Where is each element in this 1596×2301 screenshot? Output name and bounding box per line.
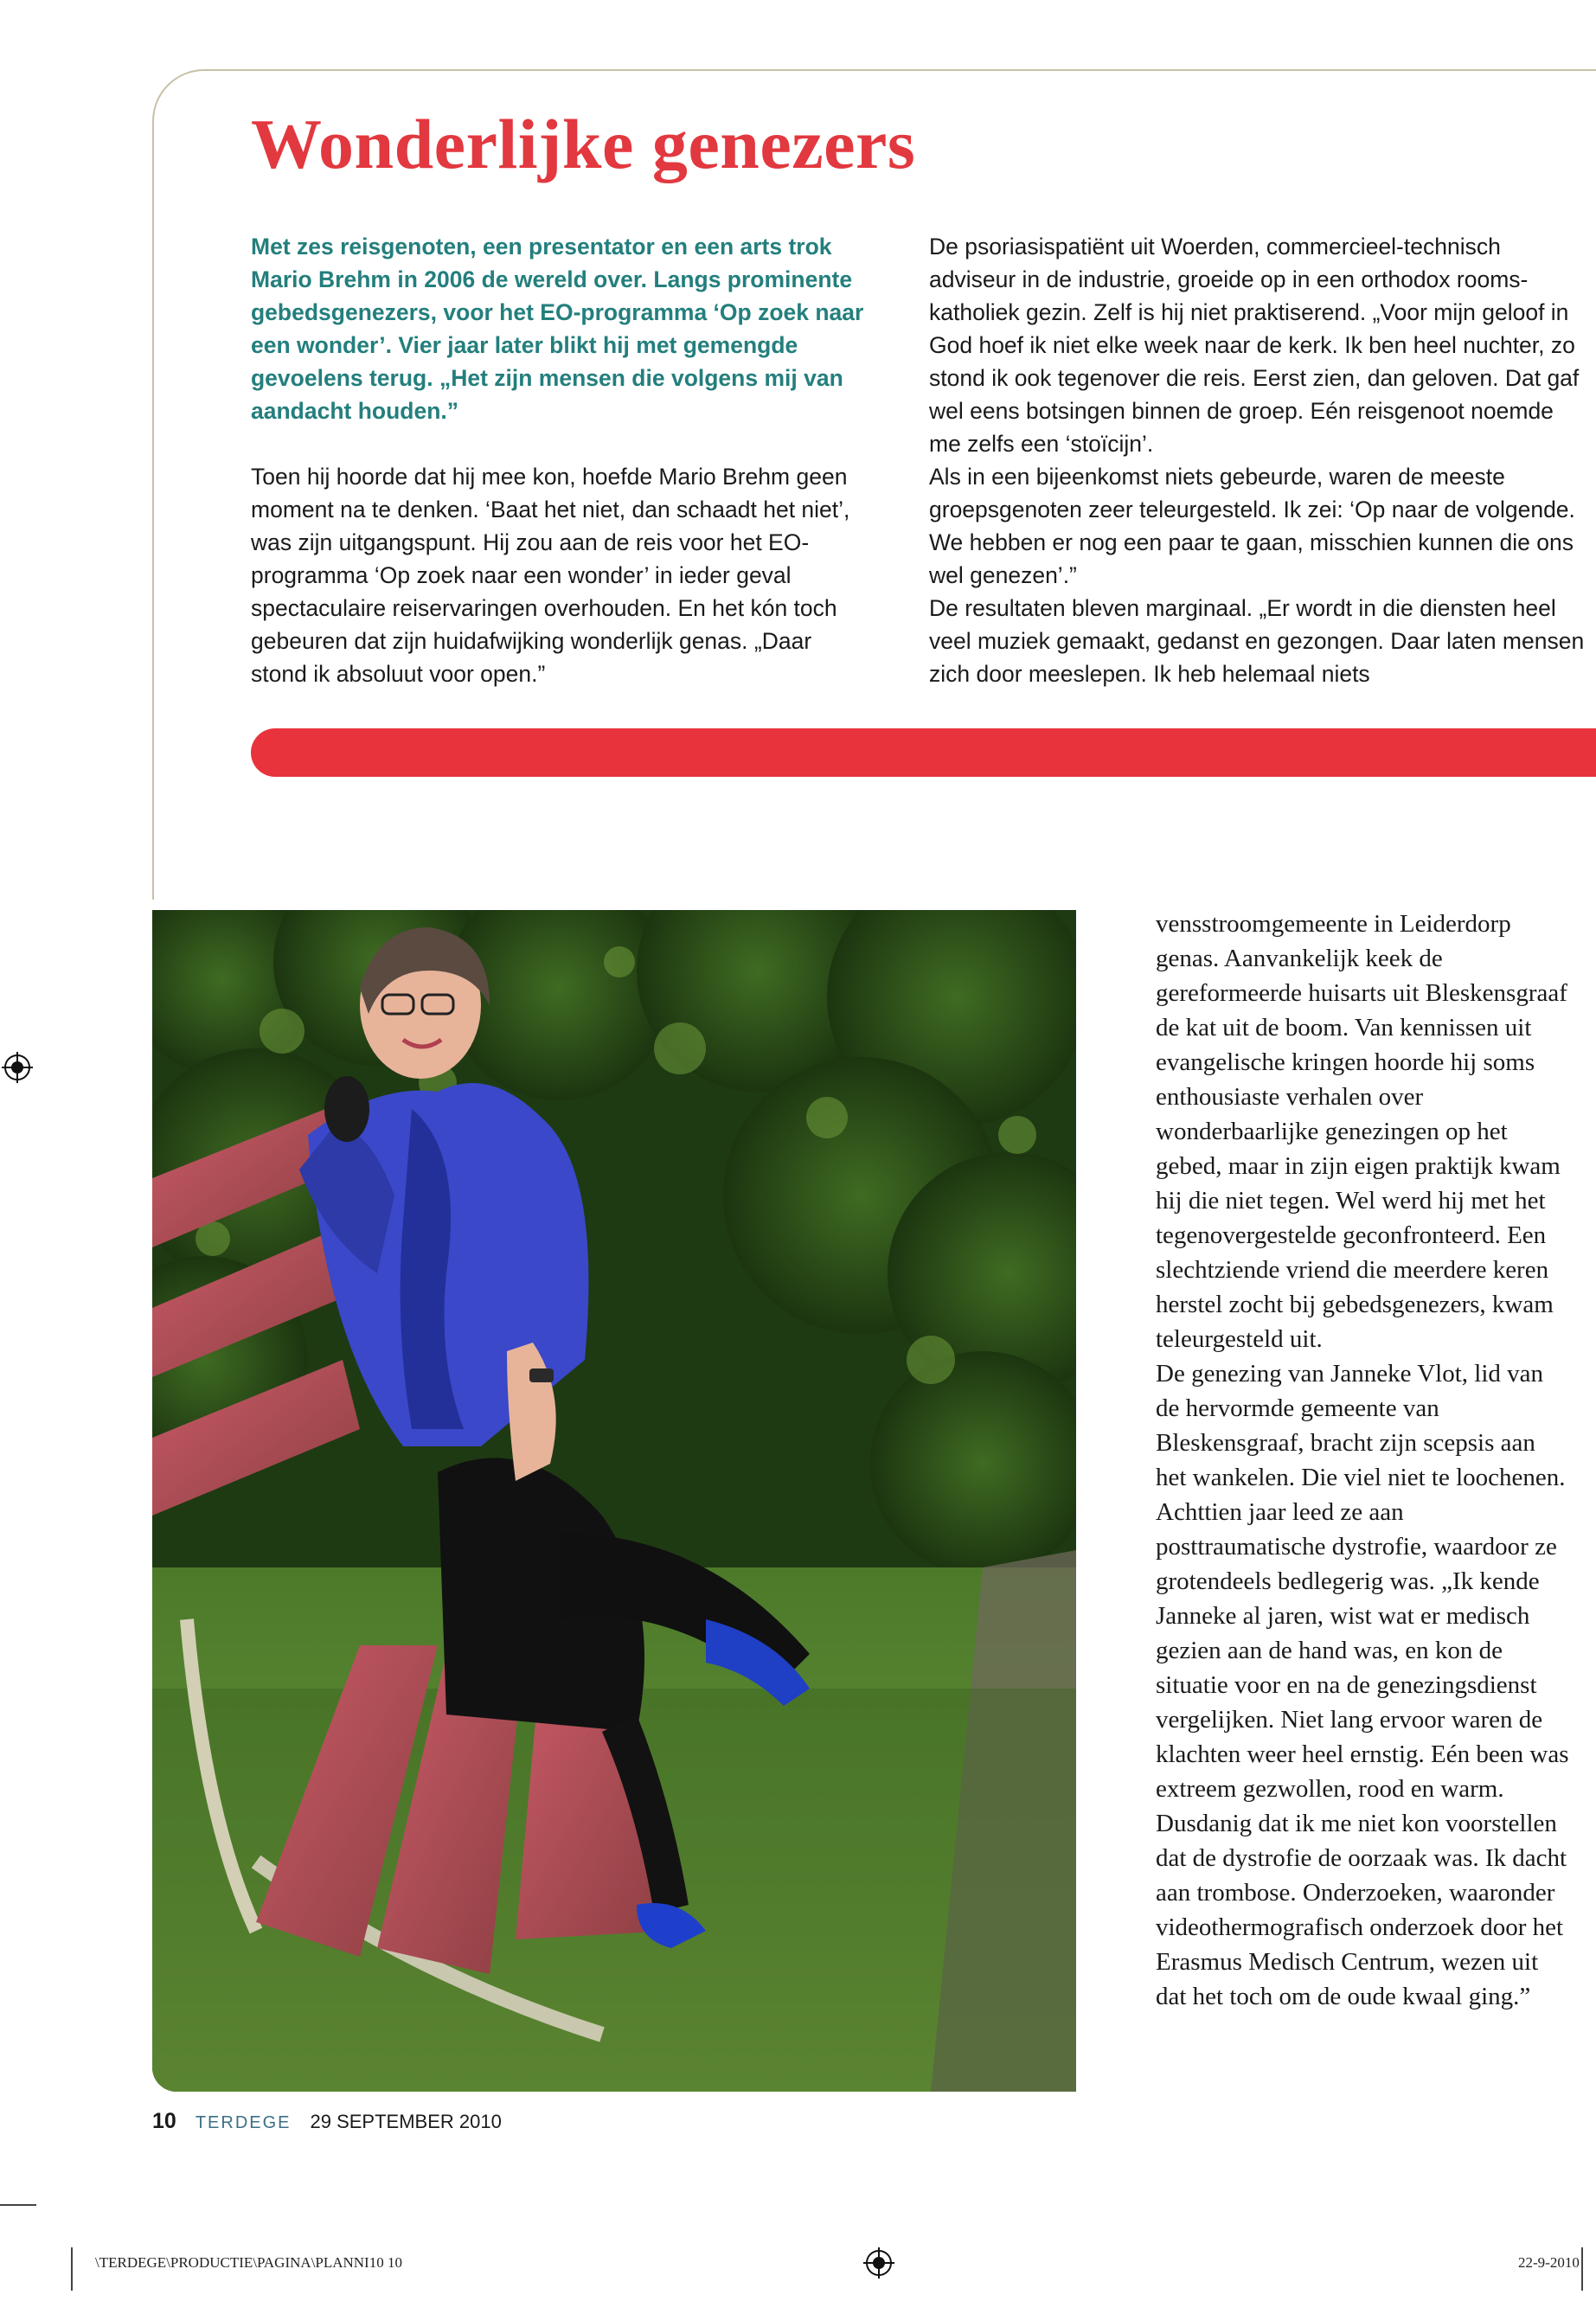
magazine-name: TERDEGE — [195, 2113, 292, 2132]
crop-mark — [71, 2247, 73, 2291]
column-2-paragraph: De resultaten bleven marginaal. „Er wordt in die diensten heel veel muziek gemaakt, gedanst en gezongen. Daar laten mensen zich door meeslepen. Ik heb helemaal niets — [929, 595, 1585, 687]
print-slug-path: \TERDEGE\PRODUCTIE\PAGINA\PLANNI10 10 — [95, 2254, 402, 2271]
column-2 — [929, 230, 1586, 690]
column-1 — [251, 230, 874, 690]
column-2-paragraph: De psoriasispatiënt uit Woerden, commercieel-technisch adviseur in de industrie, groeide op in een orthodox rooms-katholiek gezin. Zelf is hij niet praktiserend. „Voor mijn geloof in God hoef ik niet elke week naar de kerk. Ik ben heel nuchter, zo stond ik ook tegenover die reis. Eerst zien, dan geloven. Dat gaf wel eens botsingen binnen de groep. Eén reisgenoot noemde me zelfs een ‘stoïcijn’. — [929, 234, 1580, 457]
crop-mark — [1581, 2247, 1583, 2291]
column-3 — [1156, 907, 1571, 2014]
page-frame-left — [152, 121, 154, 900]
column-3-paragraph: De genezing van Janneke Vlot, lid van de hervormde gemeente van Bleskensgraaf, bracht zijn scepsis aan het wankelen. Die viel niet te loochenen. Achttien jaar leed ze aan posttraumatische dystrofie, waardoor ze grotendeels bedlegerig was. „Ik kende Janneke al jaren, wist wat er medisch gezien aan de hand was, en kon de situatie voor en na de genezingsdienst vergelijken. Niet lang ervoor waren de klachten weer heel ernstig. Eén been was extreem gezwollen, rood en warm. Dusdanig dat ik me niet kon voorstellen dat de dystrofie de oorzaak was. Ik dacht aan trombose. Onderzoeken, waaronder videothermografisch onderzoek door het Erasmus Medisch Centrum, wezen uit dat het toch om de oude kwaal ging.” — [1156, 1360, 1569, 2010]
registration-mark-icon — [863, 2247, 894, 2279]
red-divider-band — [251, 728, 1596, 777]
crop-mark — [0, 2204, 36, 2206]
photo-woman-on-bench — [152, 910, 1076, 2092]
article-lead: Met zes reisgenoten, een presentator en een arts trok Mario Brehm in 2006 de wereld over. Langs prominente gebedsgenezers, voor het EO-programma ‘Op zoek naar een wonder’. Vier jaar later blikt hij met gemengde gevoelens terug. „Het zijn mensen die volgens mij van aandacht houden.” — [251, 234, 864, 424]
column-2-paragraph: Als in een bijeenkomst niets gebeurde, waren de meeste groepsgenoten zeer teleurgesteld. Ik zei: ‘Op naar de volgende. We hebben er nog een paar te gaan, misschien kunnen die ons wel genezen’.” — [929, 464, 1575, 588]
page-number: 10 — [152, 2109, 176, 2133]
print-slug-date: 22-9-2010 — [1518, 2254, 1580, 2271]
article-title: Wonderlijke genezers — [251, 105, 916, 183]
issue-date: 29 SEPTEMBER 2010 — [310, 2111, 502, 2132]
column-3-paragraph: vensstroomgemeente in Leiderdorp genas. Aanvankelijk keek de gereformeerde huisarts uit Bleskensgraaf de kat uit de boom. Van kennissen uit evangelische kringen hoorde hij soms enthousiaste verhalen over wonderbaarlijke genezingen op het gebed, maar in zijn eigen praktijk kwam hij die niet tegen. Wel werd hij met het tegenovergestelde geconfronteerd. Een slechtziende vriend die meerdere keren herstel zocht bij gebedsgenezers, kwam teleurgesteld uit. — [1156, 910, 1567, 1353]
column-1-body: Toen hij hoorde dat hij mee kon, hoefde Mario Brehm geen moment na te denken. ‘Baat het niet, dan schaadt het niet’, was zijn uitgangspunt. Hij zou aan de reis voor het EO-programma ‘Op zoek naar een wonder’ in ieder geval spectaculaire reiservaringen overhouden. En het kón toch gebeuren dat zijn huidafwijking wonderlijk genas. „Daar stond ik absoluut voor open.” — [251, 464, 850, 687]
page-footer — [152, 2109, 502, 2134]
registration-mark-icon — [2, 1052, 33, 1083]
